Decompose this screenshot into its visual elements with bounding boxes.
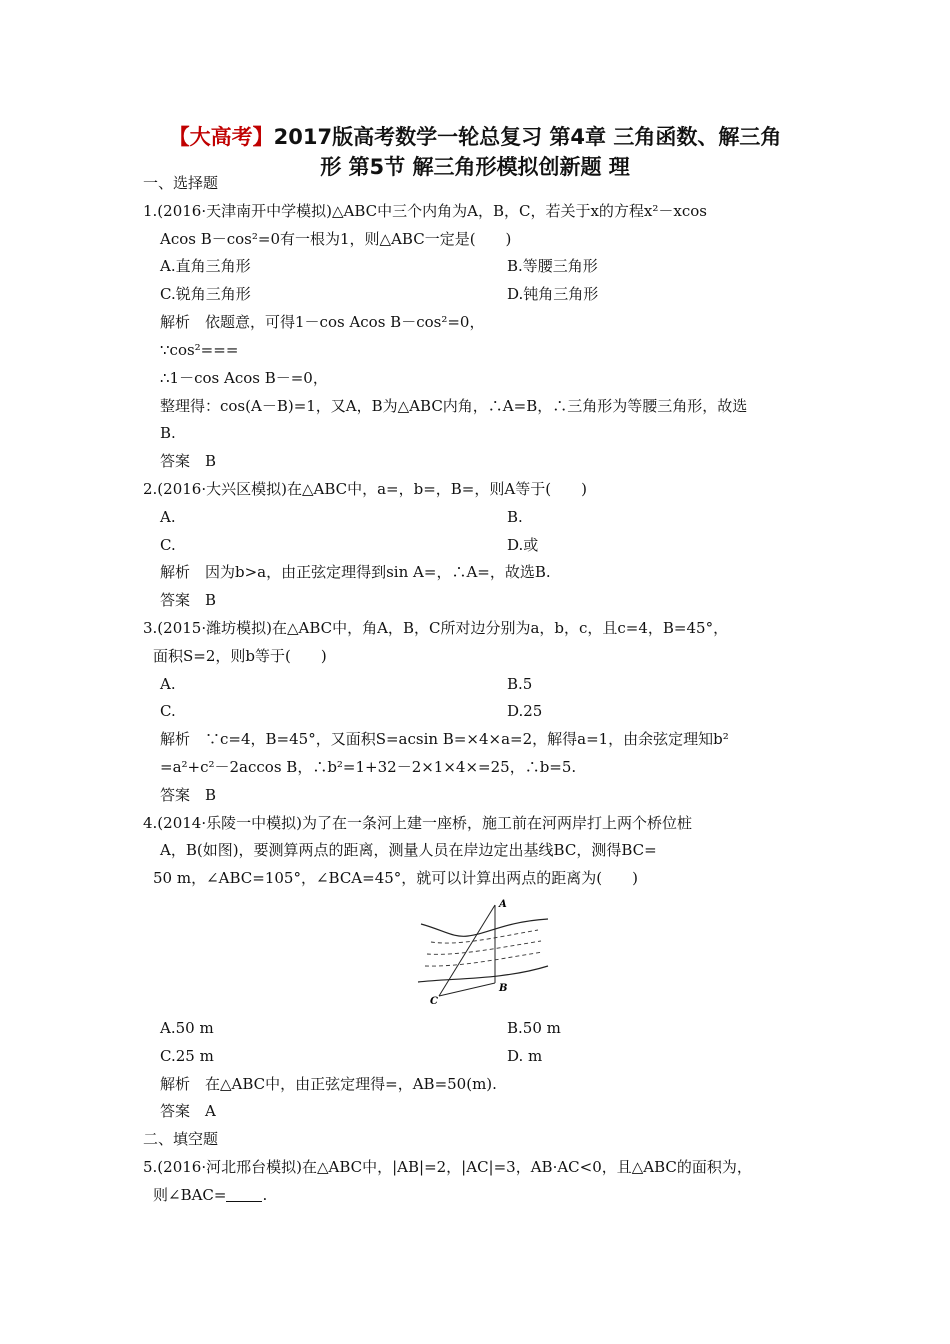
q1-solution-line-1: 解析 依题意，可得1－cos Acos B－cos²=0， [160, 313, 485, 331]
q3-stem-line-1: 3.(2015·潍坊模拟)在△ABC中，角A，B，C所对边分别为a，b，c，且c=4，B=45°， [143, 619, 729, 637]
q1-solution-line-5: B. [160, 424, 176, 442]
q4-answer: 答案 A [160, 1102, 216, 1120]
q1-answer: 答案 B [160, 452, 217, 470]
q4-stem-line-2: A，B(如图)，要测算两点的距离，测量人员在岸边定出基线BC，测得BC= [160, 841, 657, 859]
river-bridge-figure [413, 894, 553, 1006]
q4-stem-line-3: 50 m，∠ABC=105°，∠BCA=45°，就可以计算出两点的距离为( ) [153, 869, 638, 887]
section-fill-heading: 二、填空题 [143, 1130, 219, 1148]
q3-solution-line-1: 解析 ∵c=4，B=45°，又面积S=acsin B=×4×a=2，解得a=1，由余弦定理知b² [160, 730, 729, 748]
q2-option-c: C. [160, 536, 176, 554]
q4-option-a: A.50 m [160, 1019, 214, 1037]
figure-label-b: B [499, 983, 508, 994]
segment-ac [439, 905, 495, 996]
current-line-2 [427, 941, 541, 954]
q4-stem-line-1: 4.(2014·乐陵一中模拟)为了在一条河上建一座桥，施工前在河两岸打上两个桥位桩 [143, 814, 692, 832]
q1-option-b: B.等腰三角形 [507, 257, 598, 275]
q4-option-c: C.25 m [160, 1047, 214, 1065]
q1-solution-line-2: ∵cos²=== [160, 341, 239, 359]
q4-option-d: D. m [507, 1047, 543, 1065]
title-line-1 [120, 122, 830, 152]
q5-stem-end: . [262, 1186, 268, 1204]
q5-stem-line-2-text: 则∠BAC= [153, 1186, 227, 1204]
q4-solution: 解析 在△ABC中，由正弦定理得=，AB=50(m). [160, 1075, 497, 1093]
q2-option-d: D.或 [507, 536, 539, 554]
lower-bank-line [418, 966, 548, 982]
q3-stem-line-2: 面积S=2，则b等于( ) [153, 647, 327, 665]
q2-solution: 解析 因为b>a，由正弦定理得到sin A=，∴A=，故选B. [160, 563, 551, 581]
title-line-1-text: 2017版高考数学一轮总复习 第4章 三角函数、解三角 [273, 125, 782, 149]
q1-stem-line-2: Acos B－cos²=0有一根为1，则△ABC一定是( ) [160, 230, 512, 248]
section-choice-heading: 一、选择题 [143, 174, 219, 192]
document-title [120, 122, 830, 182]
title-brand: 【大高考】 [168, 125, 274, 149]
q2-option-b: B. [507, 508, 523, 526]
q3-option-d: D.25 [507, 702, 543, 720]
q1-solution-line-4: 整理得：cos(A－B)=1，又A，B为△ABC内角，∴A=B，∴三角形为等腰三角形，故选 [160, 397, 748, 415]
q5-stem-line-1: 5.(2016·河北邢台模拟)在△ABC中，|AB|=2，|AC|=3，AB·AC<0，且△ABC的面积为， [143, 1158, 752, 1176]
q1-option-d: D.钝角三角形 [507, 285, 599, 303]
figure-label-a: A [499, 899, 507, 910]
q1-solution-line-3: ∴1－cos Acos B－=0， [160, 369, 328, 387]
title-line-2: 形 第5节 解三角形模拟创新题 理 [320, 155, 630, 179]
q1-option-c: C.锐角三角形 [160, 285, 251, 303]
q2-stem: 2.(2016·大兴区模拟)在△ABC中，a=，b=，B=，则A等于( ) [143, 480, 587, 498]
segment-bc [439, 983, 495, 996]
answer-blank [226, 1187, 262, 1202]
q5-stem-line-2 [153, 1185, 267, 1205]
q3-option-a: A. [160, 675, 176, 693]
q3-option-c: C. [160, 702, 176, 720]
q3-answer: 答案 B [160, 786, 217, 804]
q3-option-b: B.5 [507, 675, 533, 693]
q2-answer: 答案 B [160, 591, 217, 609]
q1-option-a: A.直角三角形 [160, 257, 251, 275]
q2-option-a: A. [160, 508, 176, 526]
q4-option-b: B.50 m [507, 1019, 561, 1037]
q1-stem-line-1: 1.(2016·天津南开中学模拟)△ABC中三个内角为A，B，C，若关于x的方程x²－xcos [143, 202, 707, 220]
figure-label-c: C [430, 996, 438, 1006]
q3-solution-line-2: =a²+c²－2accos B，∴b²=1+32－2×1×4×=25，∴b=5. [160, 758, 577, 776]
